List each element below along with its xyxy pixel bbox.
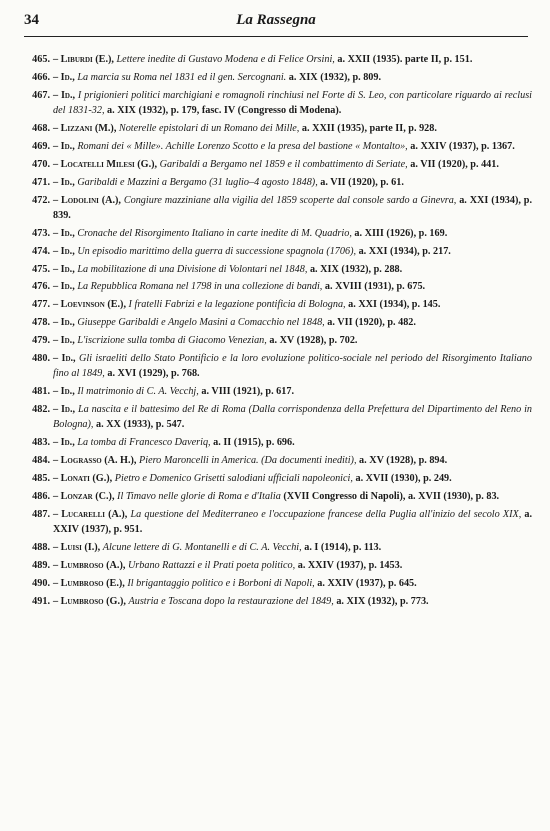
entry-title: Garibaldi a Bergamo nel 1859 e il combattimento di Seriate, <box>159 158 408 170</box>
entry-author: – Locatelli Milesi (G.), <box>53 158 158 170</box>
entry-publication: a. XIX (1932), p. 179, fasc. IV (Congresso di Modena). <box>107 105 342 117</box>
entry-number: 472. <box>32 194 50 206</box>
entry-author: – Id., <box>53 140 75 152</box>
entry-title: La mobilitazione di una Divisione di Volontari nel 1848, <box>77 263 308 275</box>
bibliography-entry <box>20 435 532 450</box>
bibliography-entry <box>20 121 532 136</box>
entry-number: 480. <box>32 352 50 364</box>
entry-number: 466. <box>32 71 50 83</box>
entry-publication: a. II (1915), p. 696. <box>213 437 295 449</box>
entry-title: Il matrimonio di C. A. Vecchj, <box>77 386 199 398</box>
entry-number: 489. <box>32 559 50 571</box>
page-number: 34 <box>24 12 39 28</box>
bibliography-entry <box>20 540 532 555</box>
entry-title: Lettere inedite di Gustavo Modena e di Felice Orsini, <box>116 54 335 65</box>
entry-number: 487. <box>32 508 50 520</box>
entry-author: – Lograsso (A. H.), <box>53 455 137 467</box>
entry-title: Un episodio marittimo della guerra di successione spagnola (1706), <box>77 245 357 257</box>
entry-number: 481. <box>32 386 50 398</box>
entry-publication: a. XXI (1934), p. 839. <box>53 194 532 221</box>
entry-title: Congiure mazziniane alla vigilia del 1859 scoperte dal console sardo a Ginevra, <box>123 194 457 206</box>
entry-author: – Id., <box>53 335 75 347</box>
entry-author: – Lumbroso (E.), <box>53 577 125 589</box>
bibliography-entry <box>20 88 532 119</box>
entry-title: La tomba di Francesco Daveriq, <box>77 437 211 449</box>
entry-number: 478. <box>32 317 50 329</box>
bibliography-entry <box>20 279 532 294</box>
entry-publication: a. XIX (1932), p. 809. <box>288 71 382 83</box>
bibliography-entry <box>20 52 532 67</box>
entry-publication: a. XXI (1934), p. 145. <box>348 299 441 311</box>
entry-publication: a. XXI (1934), p. 217. <box>358 245 451 257</box>
entry-number: 483. <box>32 437 50 449</box>
entry-author: – Id., <box>53 281 75 293</box>
entry-publication: a. XXII (1935). parte II, p. 151. <box>337 54 473 65</box>
entry-title: Gli israeliti dello Stato Pontificio e la loro evoluzione politico-sociale nel periodo del Risorgimento Italiano fino al 1849, <box>53 352 532 380</box>
entry-publication: a. XVIII (1931), p. 675. <box>324 281 426 293</box>
entry-publication: a. XVI (1929), p. 768. <box>107 368 200 380</box>
entry-author: – Id., <box>53 227 75 239</box>
entry-publication: a. XXIV (1937), p. 645. <box>317 577 417 589</box>
entry-number: 469. <box>32 140 50 152</box>
entry-publication: (XVII Congresso di Napoli), a. XVII (1930), p. 83. <box>283 490 500 502</box>
entry-publication: a. XXIV (1937), p. 951. <box>53 508 533 536</box>
bibliography-entry <box>20 315 532 330</box>
entry-author: – Lumbroso (G.), <box>53 595 126 607</box>
entry-author: – Lonzar (C.), <box>53 490 115 502</box>
entry-title: La Repubblica Romana nel 1798 in una collezione di bandi, <box>77 281 323 293</box>
entry-publication: a. XIX (1932), p. 773. <box>336 595 429 607</box>
bibliography-entry <box>20 175 532 190</box>
entry-number: 471. <box>32 176 50 188</box>
bibliography-entry <box>20 157 532 172</box>
bibliography-entry <box>20 594 532 609</box>
entry-author: – Id., <box>53 386 75 398</box>
entry-author: – Id., <box>53 176 75 188</box>
bibliography-entry <box>20 226 532 241</box>
entry-number: 475. <box>32 263 50 275</box>
entry-author: – Id., <box>53 71 75 83</box>
entry-number: 484. <box>32 455 50 467</box>
entry-title: Urbano Rattazzi e il Prati poeta politico, <box>127 559 296 571</box>
entry-number: 485. <box>32 473 50 484</box>
entry-number: 477. <box>32 299 50 311</box>
bibliography-entry <box>20 333 532 348</box>
bibliography-entry <box>20 384 532 399</box>
entry-author: – Luisi (I.), <box>53 541 101 553</box>
entry-number: 482. <box>32 404 50 416</box>
entry-publication: a. XXII (1935), parte II, p. 928. <box>301 122 437 134</box>
entry-publication: a. XXIV (1937), p. 1367. <box>410 140 515 152</box>
entry-number: 490. <box>32 577 50 589</box>
entry-title: La marcia su Roma nel 1831 ed il gen. Sercognani. <box>77 71 287 83</box>
entry-author: – Lodolini (A.), <box>53 194 121 206</box>
bibliography-entry <box>20 193 532 224</box>
bibliography-entry <box>20 297 532 312</box>
entry-publication: a. XXIV (1937), p. 1453. <box>297 559 403 571</box>
entry-author: – Lizzani (M.), <box>53 122 117 134</box>
entry-number: 467. <box>32 89 50 101</box>
entry-title: Giuseppe Garibaldi e Angelo Masini a Comacchio nel 1848, <box>77 317 325 329</box>
entry-number: 476. <box>32 281 50 293</box>
bibliography-list <box>20 52 532 612</box>
bibliography-entry <box>20 139 532 154</box>
entry-author: – Id., <box>53 263 75 275</box>
entry-author: – Id., <box>53 317 75 329</box>
entry-author: – Id., <box>53 404 76 416</box>
entry-publication: a. XIX (1932), p. 288. <box>309 263 403 275</box>
entry-number: 470. <box>32 158 50 170</box>
entry-title: Cronache del Risorgimento Italiano in carte inedite di M. Quadrio, <box>77 227 352 239</box>
entry-author: – Id., <box>53 352 76 364</box>
entry-title: I fratelli Fabrizi e la legazione pontificia di Bologna, <box>128 299 346 311</box>
entry-title: Austria e Toscana dopo la restaurazione del 1849, <box>128 595 334 607</box>
entry-title: L'iscrizione sulla tomba di Giacomo Venezian, <box>77 335 267 347</box>
bibliography-entry <box>20 558 532 573</box>
entry-number: 488. <box>32 541 50 553</box>
entry-publication: a. VII (1920), p. 482. <box>327 317 416 329</box>
entry-title: La nascita e il battesimo del Re di Roma (Dalla corrispondenza della Prefettura del Dipartimento del Reno in Bologna), <box>53 404 532 431</box>
entry-publication: a. XX (1933), p. 547. <box>96 419 185 431</box>
entry-author: – Liburdi (E.), <box>53 54 114 65</box>
entry-number: 479. <box>32 335 50 347</box>
entry-author: – Lonati (G.), <box>53 473 113 484</box>
entry-number: 468. <box>32 122 50 134</box>
entry-title: Noterelle epistolari di un Romano dei Mille, <box>118 122 300 134</box>
entry-publication: a. VII (1920), p. 61. <box>320 176 404 188</box>
entry-number: 491. <box>32 595 50 607</box>
entry-title: Il brigantaggio politico e i Borboni di Napoli, <box>127 577 315 589</box>
entry-publication: a. I (1914), p. 113. <box>304 541 382 553</box>
bibliography-entry <box>20 262 532 277</box>
running-title: La Rassegna <box>236 12 316 28</box>
bibliography-entry <box>20 489 532 504</box>
entry-number: 486. <box>32 490 50 502</box>
entry-title: Romani dei « Mille». Achille Lorenzo Scotto e la presa del bastione « Montalto», <box>77 140 408 152</box>
bibliography-entry <box>20 576 532 591</box>
entry-author: – Id., <box>53 89 76 101</box>
bibliography-entry <box>20 351 532 382</box>
entry-title: Alcune lettere di G. Montanelli e di C. A. Vecchi, <box>102 541 302 553</box>
entry-author: – Loevinson (E.), <box>53 299 126 311</box>
entry-number: 465. <box>32 54 50 65</box>
page-header <box>24 10 528 37</box>
entry-publication: a. XIII (1926), p. 169. <box>354 227 448 239</box>
bibliography-entry <box>20 453 532 468</box>
bibliography-entry <box>20 244 532 259</box>
bibliography-entry <box>20 70 532 85</box>
entry-title: Il Timavo nelle glorie di Roma e d'Italia <box>117 490 281 502</box>
entry-title: Garibaldi e Mazzini a Bergamo (31 luglio–4 agosto 1848), <box>77 176 318 188</box>
entry-publication: a. XVII (1930), p. 249. <box>355 473 452 484</box>
bibliography-entry <box>20 507 532 538</box>
entry-number: 474. <box>32 245 50 257</box>
bibliography-entry <box>20 471 532 486</box>
entry-author: – Id., <box>53 245 75 257</box>
entry-author: – Lumbroso (A.), <box>53 559 126 571</box>
entry-publication: a. XV (1928), p. 894. <box>359 455 448 467</box>
entry-publication: a. XV (1928), p. 702. <box>269 335 358 347</box>
entry-title: Pietro e Domenico Grisetti salodiani ufficiali napoleonici, <box>114 473 353 484</box>
entry-author: – Lucarelli (A.), <box>53 508 128 520</box>
entry-number: 473. <box>32 227 50 239</box>
entry-publication: a. VIII (1921), p. 617. <box>201 386 294 398</box>
bibliography-entry <box>20 402 532 433</box>
entry-title: I prigionieri politici marchigiani e romagnoli rinchiusi nel Forte di S. Leo, con particolare riguardo ai reclusi del 1831-32, <box>53 89 532 117</box>
entry-author: – Id., <box>53 437 75 449</box>
entry-title: La questione del Mediterraneo e l'occupazione francese della Puglia all'inizio del secolo XIX, <box>130 508 522 520</box>
entry-title: Piero Maroncelli in America. (Da documenti inediti), <box>139 455 357 467</box>
entry-publication: a. VII (1920), p. 441. <box>410 158 499 170</box>
